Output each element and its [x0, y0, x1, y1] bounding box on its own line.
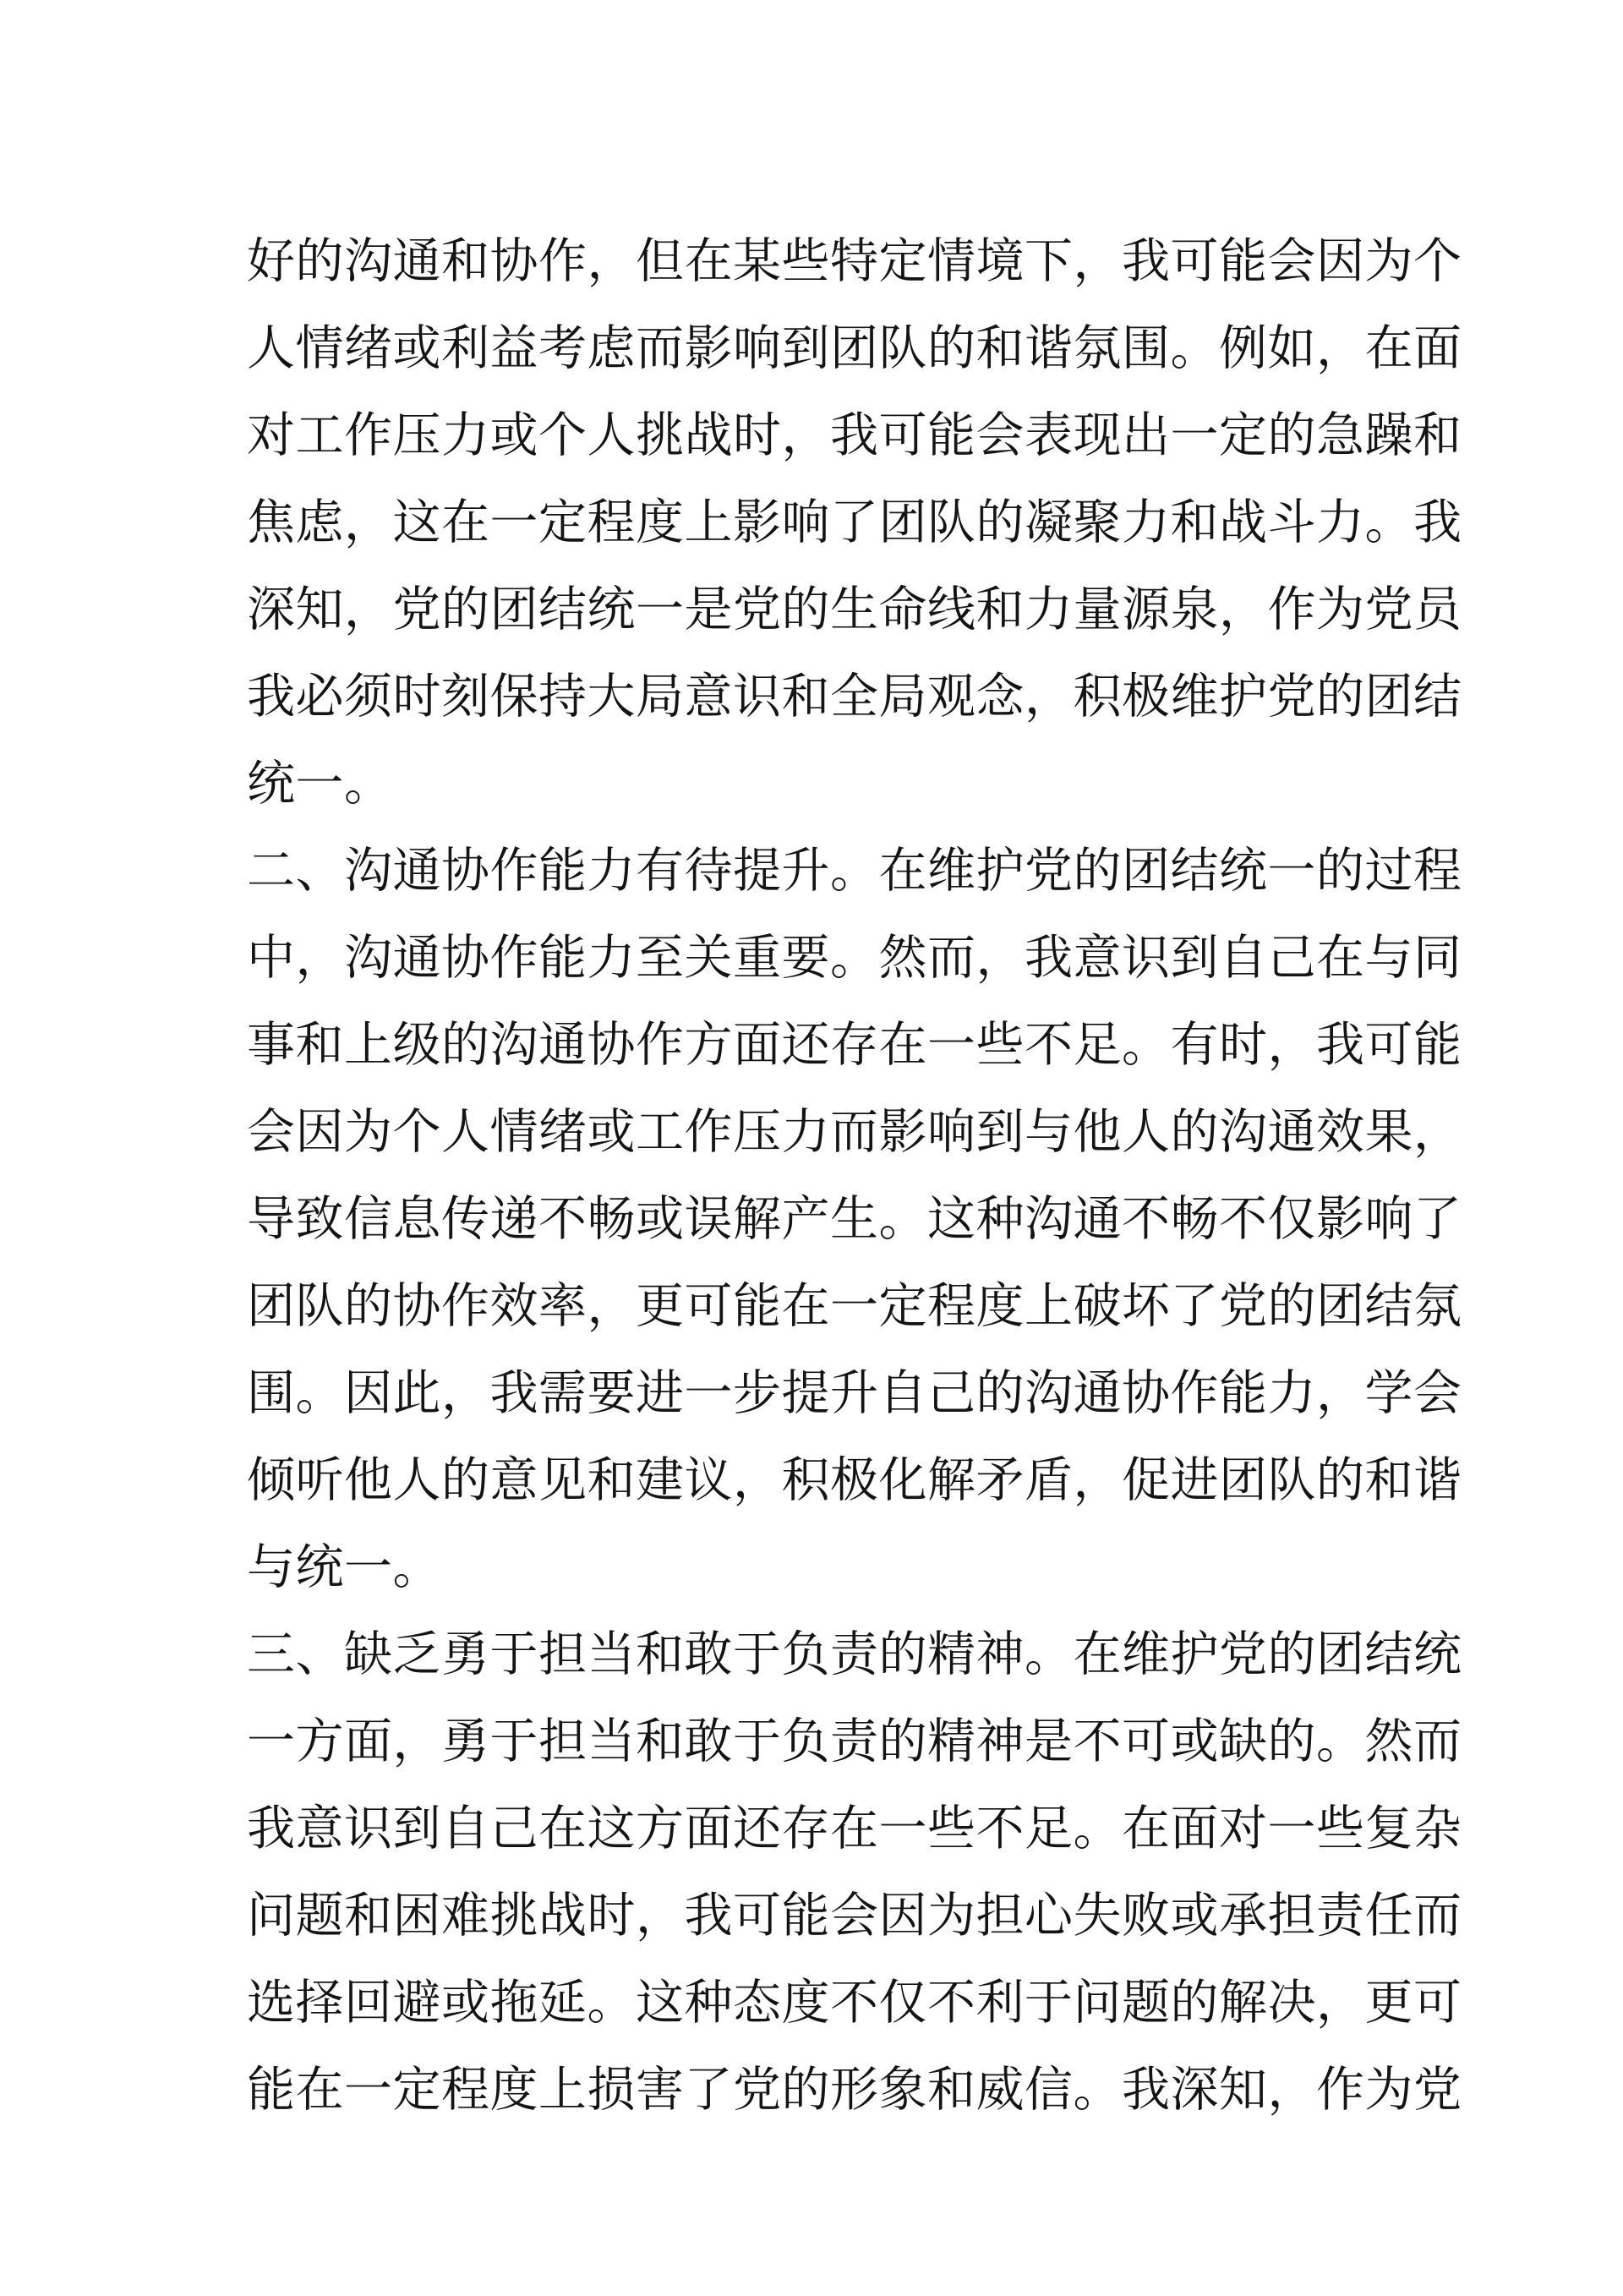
text-line: 深知，党的团结统一是党的生命线和力量源泉，作为党员 — [247, 582, 1462, 637]
text-line: 能在一定程度上损害了党的形象和威信。我深知，作为党 — [247, 2062, 1462, 2118]
text-line: 问题和困难挑战时，我可能会因为担心失败或承担责任而 — [247, 1888, 1462, 1943]
text-line: 人情绪或利益考虑而影响到团队的和谐氛围。例如，在面 — [247, 320, 1462, 376]
text-line: 一方面，勇于担当和敢于负责的精神是不可或缺的。然而 — [247, 1714, 1462, 1769]
text-line: 统一。 — [247, 756, 393, 812]
text-line: 我意识到自己在这方面还存在一些不足。在面对一些复杂 — [247, 1801, 1462, 1856]
section-heading-line: 三、缺乏勇于担当和敢于负责的精神。在维护党的团结统 — [247, 1626, 1462, 1682]
text-line: 倾听他人的意见和建议，积极化解矛盾，促进团队的和谐 — [247, 1452, 1462, 1508]
text-line: 团队的协作效率，更可能在一定程度上破坏了党的团结氛 — [247, 1278, 1462, 1334]
text-line: 对工作压力或个人挑战时，我可能会表现出一定的急躁和 — [247, 407, 1462, 463]
text-line: 中，沟通协作能力至关重要。然而，我意识到自己在与同 — [247, 930, 1462, 986]
text-line: 导致信息传递不畅或误解产生。这种沟通不畅不仅影响了 — [247, 1191, 1462, 1247]
body-text — [247, 218, 1462, 2134]
text-line: 我必须时刻保持大局意识和全局观念，积极维护党的团结 — [247, 669, 1462, 724]
text-line: 事和上级的沟通协作方面还存在一些不足。有时，我可能 — [247, 1017, 1462, 1073]
text-line: 与统一。 — [247, 1539, 441, 1595]
text-line: 好的沟通和协作，但在某些特定情境下，我可能会因为个 — [247, 233, 1462, 289]
text-line: 会因为个人情绪或工作压力而影响到与他人的沟通效果， — [247, 1104, 1462, 1160]
section-heading-line: 二、沟通协作能力有待提升。在维护党的团结统一的过程 — [247, 843, 1462, 899]
text-line: 围。因此，我需要进一步提升自己的沟通协作能力，学会 — [247, 1365, 1462, 1421]
text-line: 选择回避或拖延。这种态度不仅不利于问题的解决，更可 — [247, 1975, 1462, 2031]
text-line: 焦虑，这在一定程度上影响了团队的凝聚力和战斗力。我 — [247, 495, 1462, 550]
